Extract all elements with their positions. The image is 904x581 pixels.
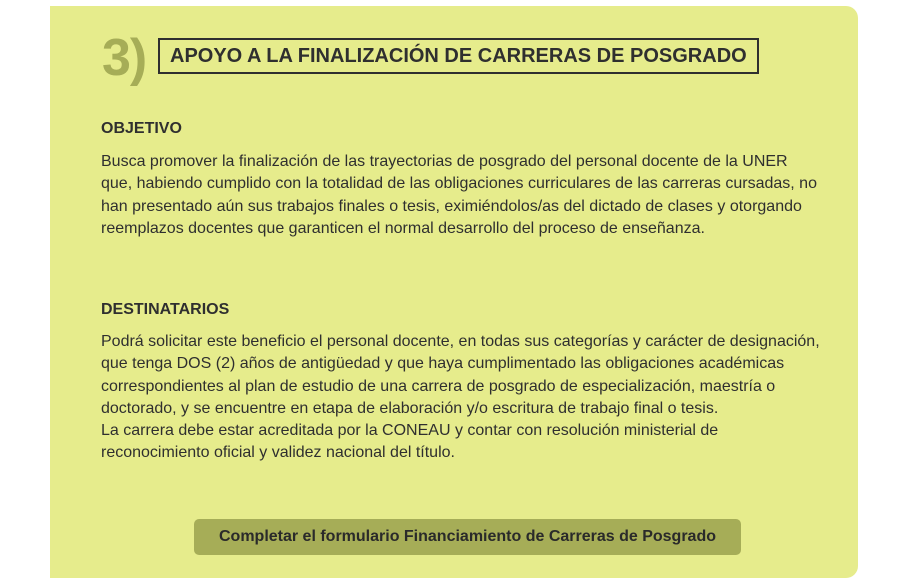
objetivo-paragraph: Busca promover la finalización de las trayectorias de posgrado del personal docente de la UNER que, habiendo cumplido con la totalidad de las obligaciones curriculares de las carreras cursadas, no han presentado aún sus trabajos finales o tesis, eximiéndolos/as del dictado de clases y otorgando reemplazos docentes que garanticen el normal desarrollo del proceso de enseñanza. — [101, 153, 817, 237]
destinatarios-paragraph-2: La carrera debe estar acreditada por la CONEAU y contar con resolución ministerial de reconocimiento oficial y validez nacional del título. — [101, 422, 719, 462]
destinatarios-text — [101, 331, 821, 465]
section-title: APOYO A LA FINALIZACIÓN DE CARRERAS DE POSGRADO — [158, 38, 759, 74]
destinatarios-heading: DESTINATARIOS — [101, 301, 230, 318]
complete-form-button[interactable]: Completar el formulario Financiamiento de Carreras de Posgrado — [194, 519, 741, 555]
destinatarios-paragraph-1: Podrá solicitar este beneficio el personal docente, en todas sus categorías y carácter de designación, que tenga DOS (2) años de antigüedad y que haya cumplimentado las obligaciones académicas correspondientes al plan de estudio de una carrera de posgrado de especialización, maestría o doctorado, y se encuentre en etapa de elaboración y/o escritura de trabajo final o tesis. — [101, 333, 820, 417]
section-card — [50, 6, 858, 578]
objetivo-text — [101, 151, 821, 240]
objetivo-heading: OBJETIVO — [101, 120, 182, 137]
section-number: 3) — [102, 29, 147, 87]
